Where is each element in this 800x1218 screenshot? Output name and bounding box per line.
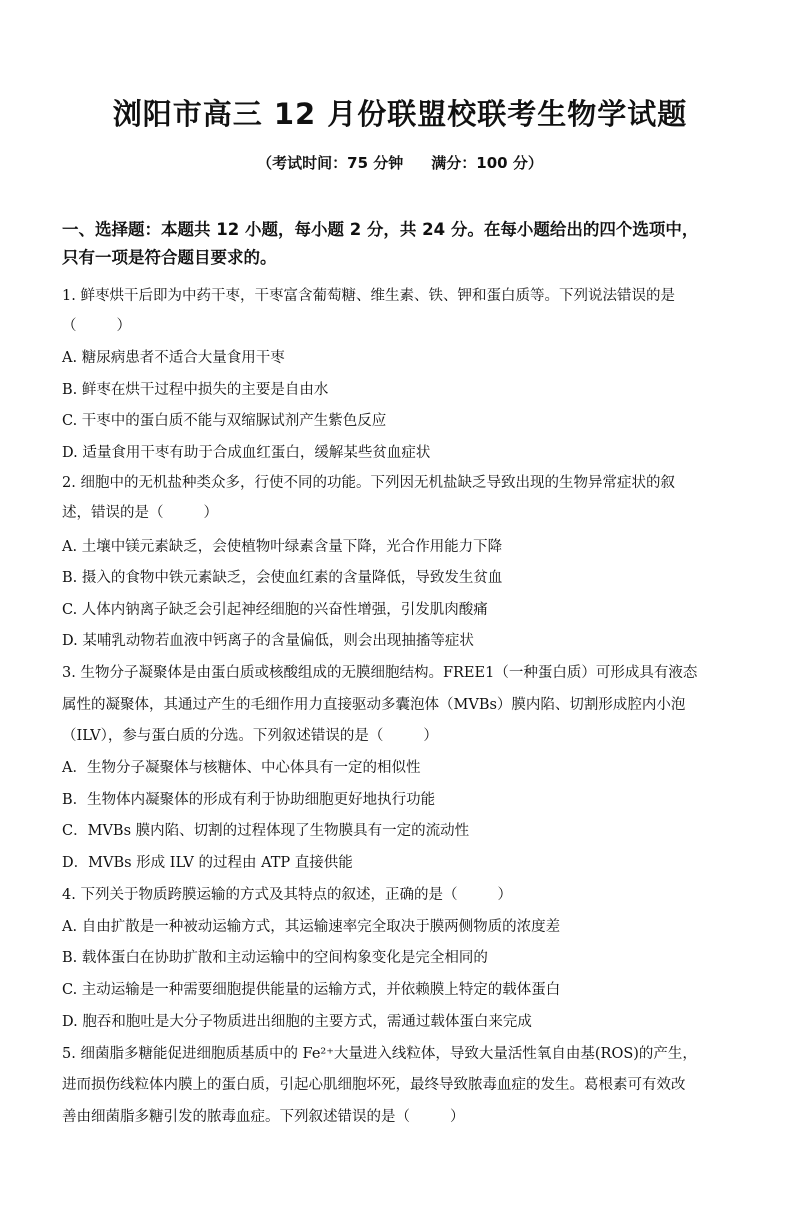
question-5-stem-line-1: 5. 细菌脂多糖能促进细胞质基质中的 Fe²⁺大量进入线粒体，导致大量活性氧自由基(ROS)的产生， bbox=[62, 1046, 697, 1062]
question-2-option-b: B. 摄入的食物中铁元素缺乏，会使血红素的含量降低，导致发生贫血 bbox=[62, 570, 503, 586]
question-3-stem-line-3: （ILV），参与蛋白质的分选。下列叙述错误的是（ ） bbox=[62, 728, 438, 744]
question-1-stem-line-1: 1. 鲜枣烘干后即为中药干枣，干枣富含葡萄糖、维生素、铁、钾和蛋白质等。下列说法错误的是 bbox=[62, 288, 675, 304]
question-5-stem-line-2: 进而损伤线粒体内膜上的蛋白质，引起心肌细胞坏死，最终导致脓毒血症的发生。葛根素可有效改 bbox=[62, 1077, 686, 1093]
question-1-option-a: A. 糖尿病患者不适合大量食用干枣 bbox=[62, 350, 285, 366]
exam-time: （考试时间：75 分钟 bbox=[257, 154, 404, 172]
full-score: 满分：100 分） bbox=[431, 154, 543, 172]
section-heading-line-1: 一、选择题：本题共 12 小题，每小题 2 分，共 24 分。在每小题给出的四个选项中， bbox=[62, 220, 699, 239]
question-3-option-a: A．生物分子凝聚体与核糖体、中心体具有一定的相似性 bbox=[62, 760, 421, 776]
question-4-option-a: A. 自由扩散是一种被动运输方式，其运输速率完全取决于膜两侧物质的浓度差 bbox=[62, 919, 561, 935]
question-2-stem-line-2: 述，错误的是（ ） bbox=[62, 505, 218, 521]
question-4-stem-line-1: 4. 下列关于物质跨膜运输的方式及其特点的叙述，正确的是（ ） bbox=[62, 887, 512, 903]
question-3-stem-line-1: 3. 生物分子凝聚体是由蛋白质或核酸组成的无膜细胞结构。FREE1（一种蛋白质）可形成具有液态 bbox=[62, 665, 698, 681]
exam-info bbox=[0, 152, 800, 173]
question-2-stem-line-1: 2. 细胞中的无机盐种类众多，行使不同的功能。下列因无机盐缺乏导致出现的生物异常症状的叙 bbox=[62, 475, 675, 491]
section-heading-line-2: 只有一项是符合题目要求的。 bbox=[62, 248, 277, 267]
question-4-option-d: D. 胞吞和胞吐是大分子物质进出细胞的主要方式，需通过载体蛋白来完成 bbox=[62, 1014, 532, 1030]
question-3-option-b: B．生物体内凝聚体的形成有利于协助细胞更好地执行功能 bbox=[62, 792, 436, 808]
question-2-option-a: A. 土壤中镁元素缺乏，会使植物叶绿素含量下降，光合作用能力下降 bbox=[62, 539, 503, 555]
question-4-option-b: B. 载体蛋白在协助扩散和主动运输中的空间构象变化是完全相同的 bbox=[62, 950, 488, 966]
question-1-option-c: C. 干枣中的蛋白质不能与双缩脲试剂产生紫色反应 bbox=[62, 413, 387, 429]
question-2-option-d: D. 某哺乳动物若血液中钙离子的含量偏低，则会出现抽搐等症状 bbox=[62, 633, 474, 649]
question-1-stem-line-2: （ ） bbox=[62, 318, 131, 334]
question-3-option-c: C．MVBs 膜内陷、切割的过程体现了生物膜具有一定的流动性 bbox=[62, 823, 470, 839]
question-4-option-c: C. 主动运输是一种需要细胞提供能量的运输方式，并依赖膜上特定的载体蛋白 bbox=[62, 982, 561, 998]
question-1-option-b: B. 鲜枣在烘干过程中损失的主要是自由水 bbox=[62, 382, 329, 398]
question-5-stem-line-3: 善由细菌脂多糖引发的脓毒血症。下列叙述错误的是（ ） bbox=[62, 1109, 465, 1125]
question-3-stem-line-2: 属性的凝聚体，其通过产生的毛细作用力直接驱动多囊泡体（MVBs）膜内陷、切割形成腔内小泡 bbox=[62, 697, 686, 713]
exam-title: 浏阳市高三 12 月份联盟校联考生物学试题 bbox=[112, 97, 688, 131]
question-3-option-d: D．MVBs 形成 ILV 的过程由 ATP 直接供能 bbox=[62, 855, 353, 871]
question-2-option-c: C. 人体内钠离子缺乏会引起神经细胞的兴奋性增强，引发肌肉酸痛 bbox=[62, 602, 488, 618]
question-1-option-d: D. 适量食用干枣有助于合成血红蛋白，缓解某些贫血症状 bbox=[62, 445, 431, 461]
